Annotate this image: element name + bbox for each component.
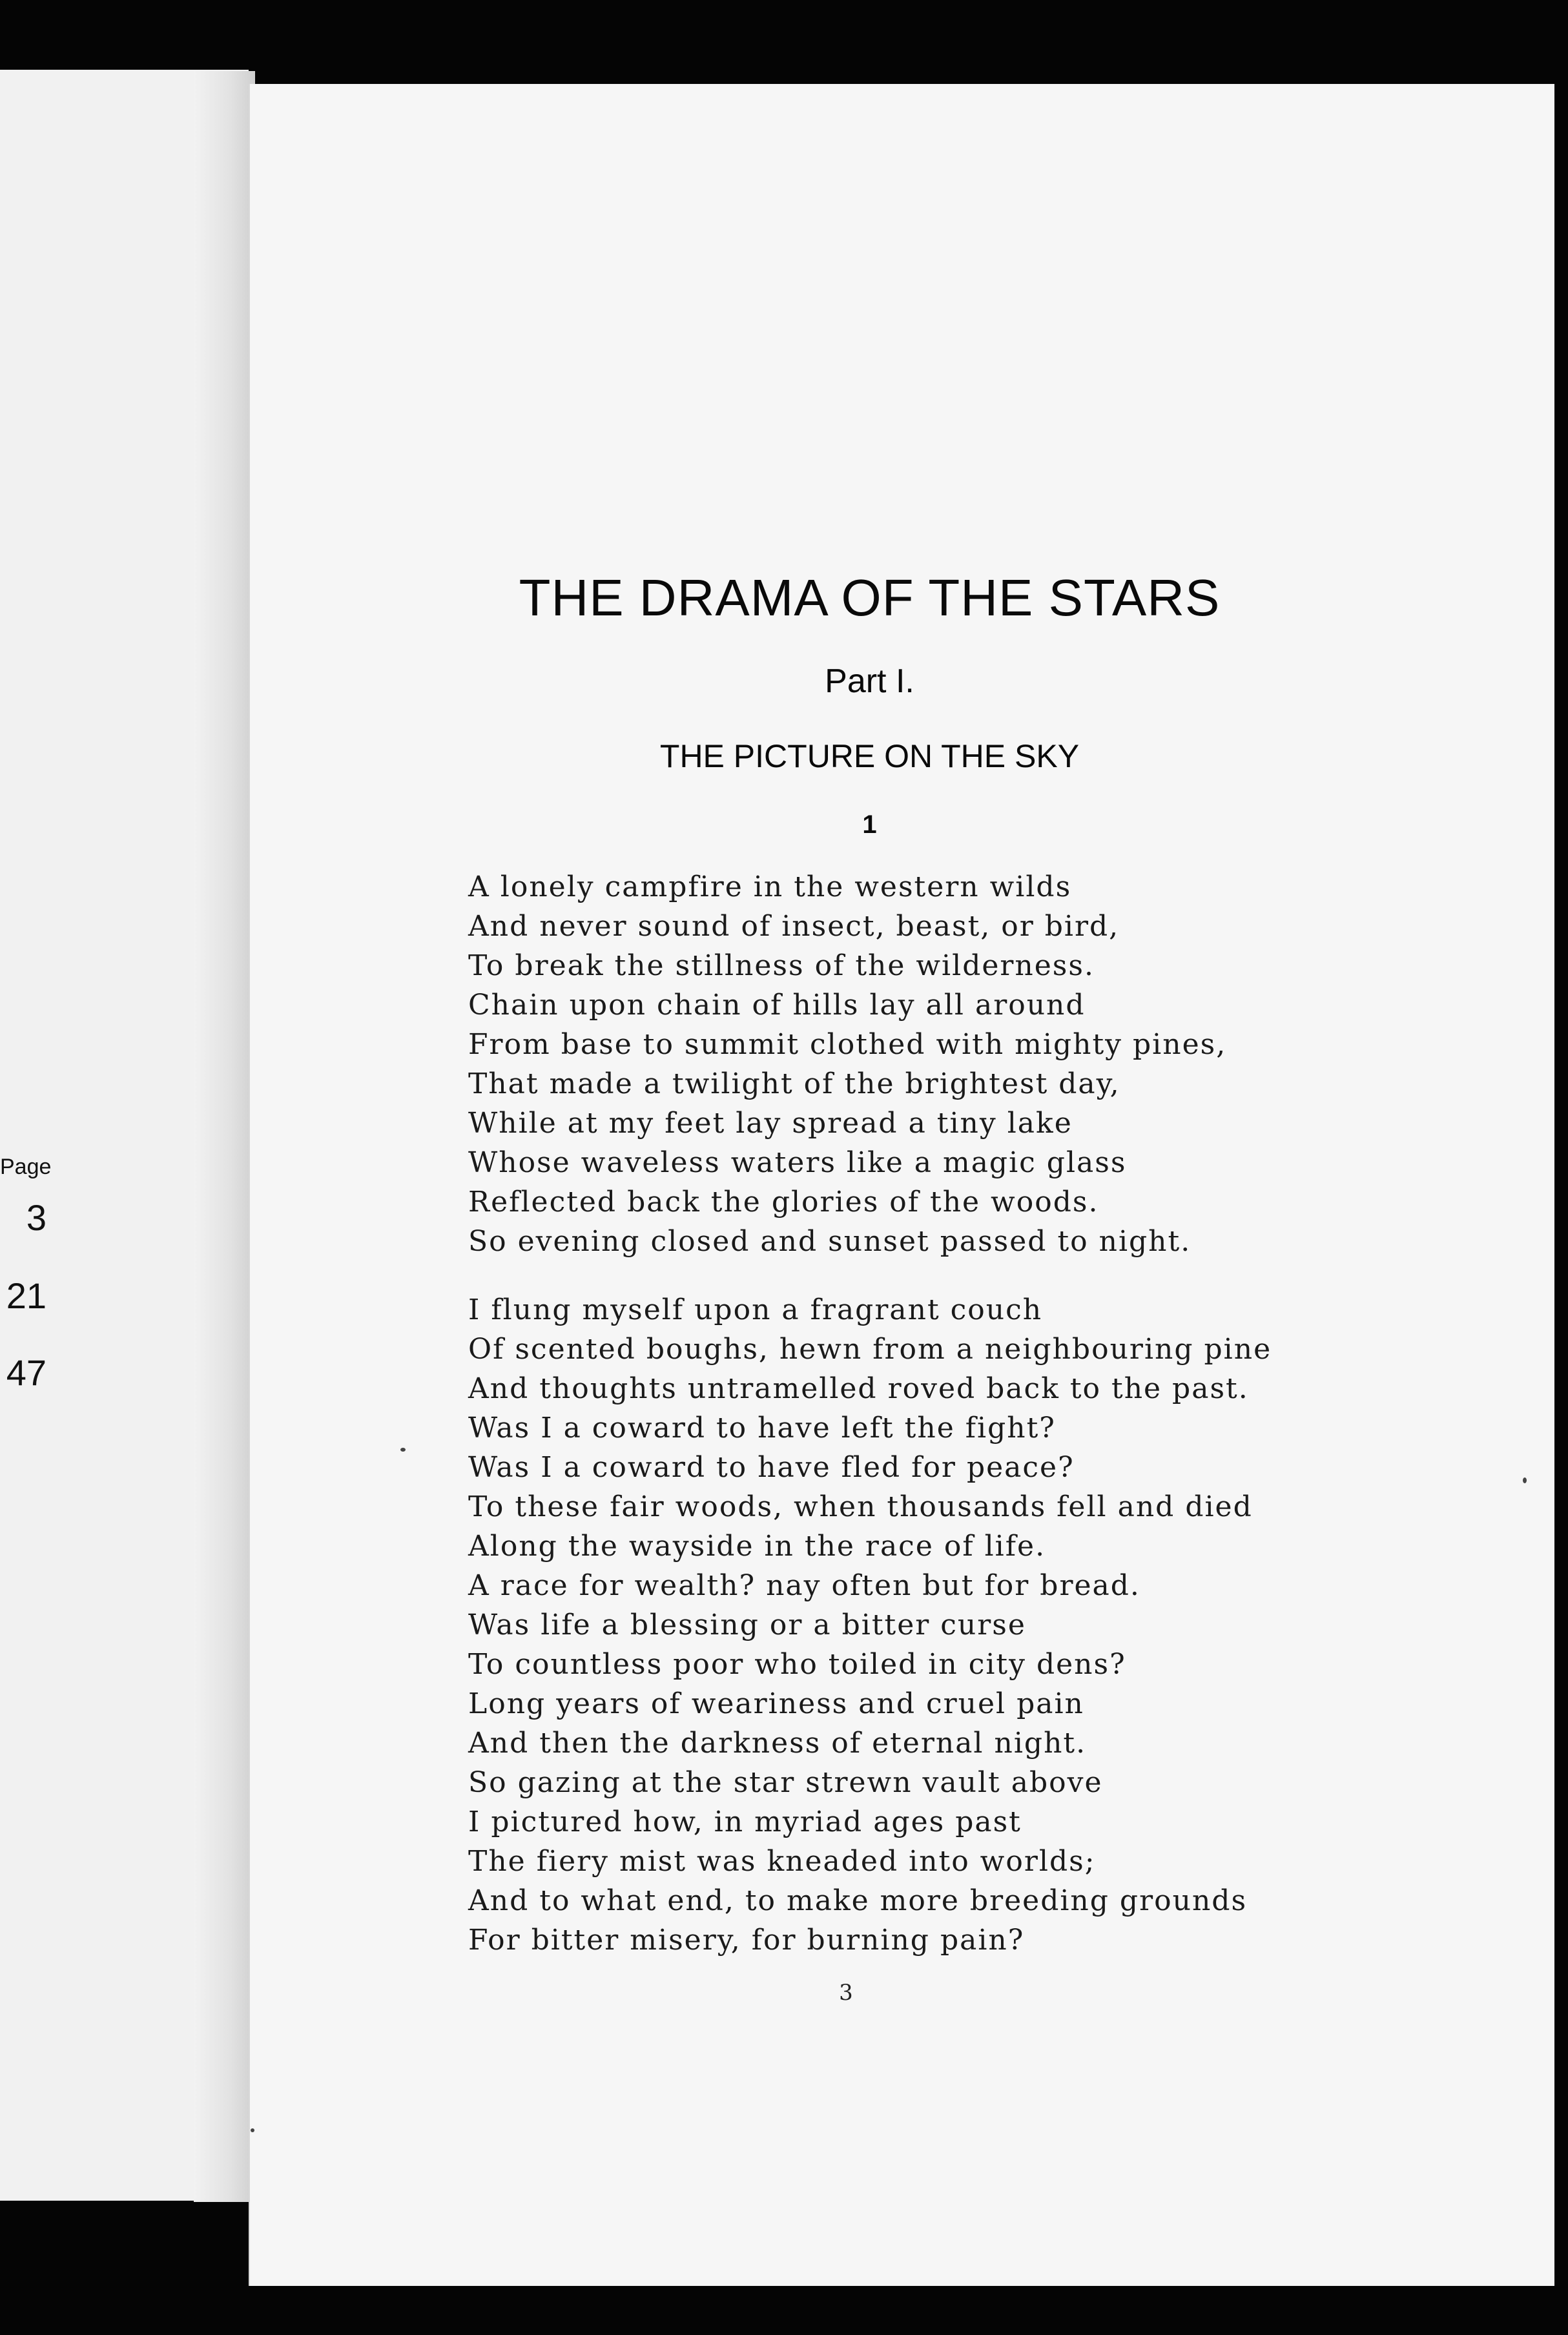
poem-line: A race for wealth? nay often but for bread. — [468, 1569, 1140, 1602]
poem-line: Was life a blessing or a bitter curse — [468, 1609, 1026, 1641]
toc-page-label: Page — [0, 1155, 52, 1179]
poem-line: Along the wayside in the race of life. — [468, 1530, 1046, 1563]
poem-line: The fiery mist was kneaded into worlds; — [468, 1845, 1096, 1878]
poem-line: To countless poor who toiled in city dens? — [468, 1648, 1126, 1681]
poem-line: Chain upon chain of hills lay all around — [468, 989, 1086, 1022]
poem-line: For bitter misery, for burning pain? — [468, 1924, 1025, 1957]
poem-line: Was I a coward to have fled for peace? — [468, 1451, 1075, 1484]
poem-line: To break the stillness of the wilderness. — [468, 949, 1095, 982]
toc-page-number: 3 — [26, 1197, 46, 1238]
poem-line: Long years of weariness and cruel pain — [468, 1687, 1084, 1720]
toc-page-number: 21 — [6, 1275, 46, 1316]
toc-page-number: 47 — [6, 1352, 46, 1393]
poem-line: So evening closed and sunset passed to night. — [468, 1225, 1191, 1258]
stanza-2 — [468, 1290, 1275, 1960]
poem-line: So gazing at the star strewn vault above — [468, 1766, 1103, 1799]
poem-line: Whose waveless waters like a magic glass — [468, 1146, 1127, 1179]
scan-speck — [251, 2128, 254, 2132]
stanza-1 — [468, 867, 1275, 1261]
poem-line: To these fair woods, when thousands fell and died — [468, 1490, 1253, 1523]
part-heading: Part I. — [825, 663, 914, 700]
poem-line: Reflected back the glories of the woods. — [468, 1186, 1099, 1219]
poem-line: And to what end, to make more breeding grounds — [468, 1884, 1248, 1917]
poem-line: Was I a coward to have left the fight? — [468, 1412, 1056, 1445]
section-subtitle: THE PICTURE ON THE SKY — [659, 738, 1080, 774]
page-title: THE DRAMA OF THE STARS — [519, 569, 1221, 626]
page-number: 3 — [839, 1980, 853, 2006]
book-gutter — [194, 71, 255, 2202]
poem-line: Of scented boughs, hewn from a neighbouring pine — [468, 1333, 1272, 1366]
poem-line: That made a twilight of the brightest day, — [468, 1067, 1120, 1100]
poem-line: And then the darkness of eternal night. — [468, 1727, 1087, 1760]
scan-speck — [1523, 1477, 1527, 1483]
poem-line: I pictured how, in myriad ages past — [468, 1805, 1022, 1838]
poem-line: And never sound of insect, beast, or bird, — [468, 910, 1120, 943]
scan-speck — [400, 1448, 406, 1452]
poem-line: And thoughts untramelled roved back to the past. — [468, 1372, 1249, 1405]
poem-line: While at my feet lay spread a tiny lake — [468, 1107, 1073, 1140]
poem-line: From base to summit clothed with mighty pines, — [468, 1028, 1227, 1061]
section-number: 1 — [862, 810, 877, 839]
poem-line: A lonely campfire in the western wilds — [468, 870, 1072, 903]
poem-line: I flung myself upon a fragrant couch — [468, 1293, 1043, 1326]
